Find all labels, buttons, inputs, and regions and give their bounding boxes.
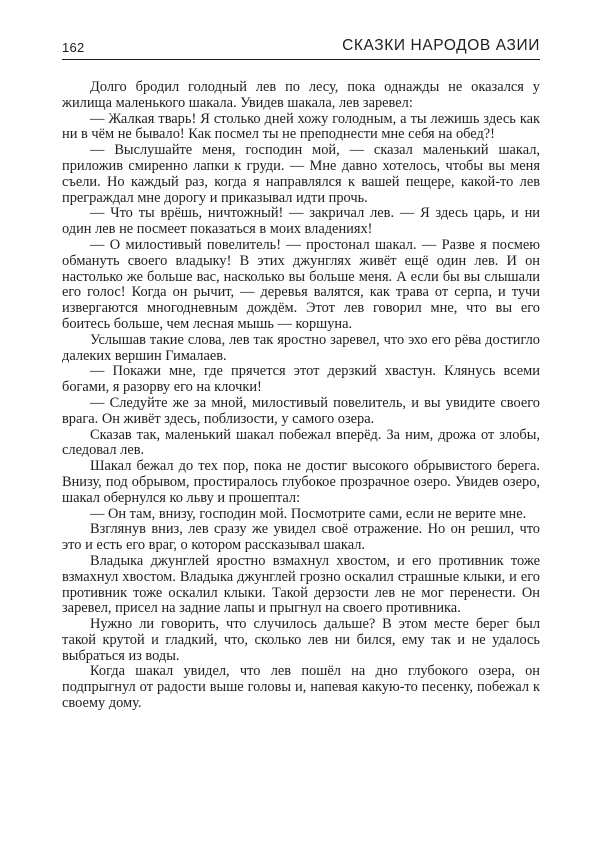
paragraph: — Он там, внизу, господин мой. Посмотрите сами, если не верите мне. xyxy=(90,505,527,522)
story-text xyxy=(62,80,540,712)
paragraph: — О милостивый повелитель! — простонал шакал. — Разве я посмею обмануть своего владыку! В этих джунглях живёт ещё один лев. И он настолько же больше вас, насколько вы больше меня. А если бы вы слышали его голос! Когда он рычит, — деревья валятся, как трава от серпа, и тучи извергаются многодневным дождём. Этот лев говорил мне, что вы его боитесь больше, чем лесная мышь — коршуна. xyxy=(62,236,540,332)
paragraph: Владыка джунглей яростно взмахнул хвостом, и его противник тоже взмахнул хвостом. Владыка джунглей грозно оскалил страшные клыки, и его противник тоже оскалил клыки. Такой дерзости лев не мог перенести. Он заревел, присел на задние лапы и прыгнул на своего противника. xyxy=(62,552,540,617)
paragraph: — Жалкая тварь! Я столько дней хожу голодным, а ты лежишь здесь как ни в чём не бывало! Как посмел ты не преподнести мне себя на обед?! xyxy=(62,110,540,143)
paragraph: — Покажи мне, где прячется этот дерзкий хвастун. Клянусь всеми богами, я разорву его на клочки! xyxy=(62,363,540,396)
header-rule xyxy=(62,59,540,60)
paragraph: Нужно ли говорить, что случилось дальше? В этом месте берег был такой крутой и гладкий, что, сколько лев ни бился, ему так и не удалось выбраться из воды. xyxy=(62,616,540,664)
paragraph: Взглянув вниз, лев сразу же увидел своё отражение. Но он решил, что это и есть его враг, о котором рассказывал шакал. xyxy=(62,521,540,554)
page-header xyxy=(62,32,540,60)
paragraph: — Выслушайте меня, господин мой, — сказал маленький шакал, приложив смиренно лапки к груди. — Мне давно хотелось, чтобы вы меня съели. Но каждый раз, когда я направлялся к вашей пещере, какой-то лев преграждал мне дорогу и приказывал идти прочь. xyxy=(62,142,540,206)
paragraph: Долго бродил голодный лев по лесу, пока однажды не оказался у жилища маленького шакала. Увидев шакала, лев заревел: xyxy=(62,79,540,111)
paragraph: — Что ты врёшь, ничтожный! — закричал лев. — Я здесь царь, и ни один лев не посмеет показаться в моих владениях! xyxy=(62,205,540,238)
paragraph: Когда шакал увидел, что лев пошёл на дно глубокого озера, он подпрыгнул от радости выше головы и, напевая какую-то песенку, побежал к своему дому. xyxy=(62,663,540,712)
paragraph: Сказав так, маленький шакал побежал вперёд. За ним, дрожа от злобы, следовал лев. xyxy=(62,426,540,459)
page-number: 162 xyxy=(62,40,85,55)
paragraph: Шакал бежал до тех пор, пока не достиг высокого обрывистого берега. Внизу, под обрывом, простиралось глубокое прозрачное озеро. Увидев озеро, шакал обернулся ко льву и прошептал: xyxy=(62,458,540,506)
running-title: СКАЗКИ НАРОДОВ АЗИИ xyxy=(342,37,540,54)
paragraph: — Следуйте же за мной, милостивый повелитель, и вы увидите своего врага. Он живёт здесь, поблизости, у самого озера. xyxy=(62,394,540,427)
paragraph: Услышав такие слова, лев так яростно заревел, что эхо его рёва достигло далеких вершин Гималаев. xyxy=(62,331,540,364)
